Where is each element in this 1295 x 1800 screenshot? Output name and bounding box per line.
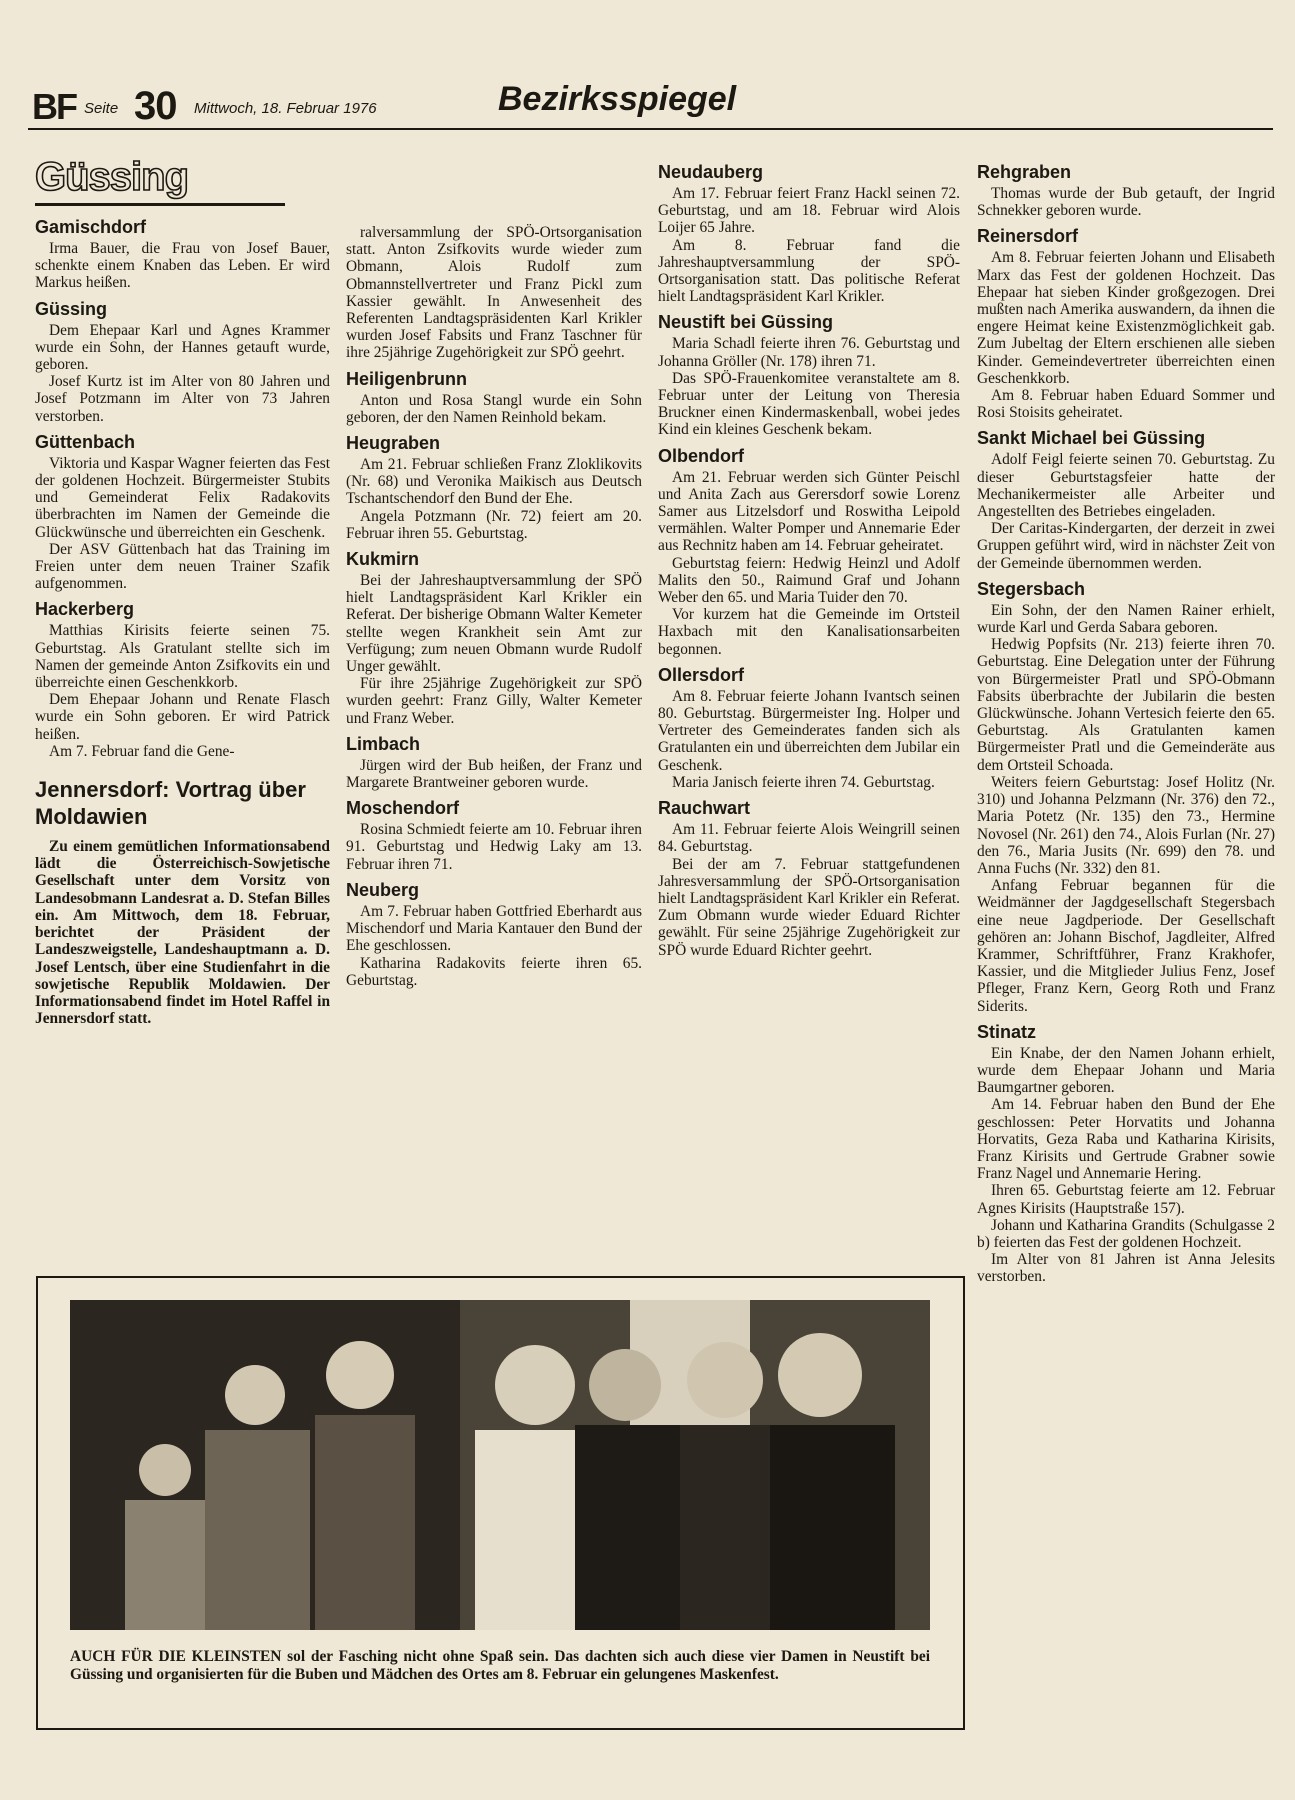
place-heading: Moschendorf [346,798,460,819]
page-number: 30 [134,84,177,128]
paragraph: Maria Janisch feierte ihren 74. Geburtstag. [672,773,935,791]
place-heading: Gamischdorf [35,217,147,237]
carnival-photo [70,1300,930,1630]
paragraph: Der Caritas-Kindergarten, der derzeit in zwei Gruppen geführt wird, wird in nächster Zeit von der Gemeinde übernommen werden. [977,520,1275,572]
paragraph: Im Alter von 81 Jahren ist Anna Jelesits verstorben. [977,1251,1275,1286]
paragraph: Am 8. Februar haben Eduard Sommer und Rosi Stoisits geheiratet. [977,387,1275,422]
place-heading: Stinatz [977,1021,1037,1042]
place-heading: Olbendorf [658,445,744,466]
place-heading: Neustift bei Güssing [658,312,834,333]
paragraph: Bei der am 7. Februar stattgefundenen Jahresversammlung der SPÖ-Ortsorganisation hielt Landtagspräsident Karl Krikler ein Referat. Zum Obmann wurde wieder Eduard Richter gewählt. Für seine 25jährige Zugehörigkeit zur SPÖ wurde Eduard Richter geehrt. [658,855,960,959]
paragraph: Katharina Radakovits feierte ihren 65. Geburtstag. [346,954,642,989]
column-2 [346,224,642,989]
photo-illustration [70,1300,930,1630]
place-heading: Limbach [346,733,421,754]
paragraph: Geburtstag feiern: Hedwig Heinzl und Adolf Malits den 50., Raimund Graf und Johann Weber den 65. und Maria Tuider den 70. [658,554,960,607]
paragraph: Am 7. Februar fand die Gene- [49,742,235,760]
place-heading: Stegersbach [977,578,1086,599]
masthead-rule [28,128,1273,130]
page-label: Seite [84,100,119,117]
paragraph: Der ASV Güttenbach hat das Training im Freien unter dem neuen Trainer Szafik aufgenommen. [35,540,330,593]
place-heading: Rauchwart [658,798,751,819]
newspaper-logo: BF [32,86,76,127]
paragraph: Matthias Kirisits feierte seinen 75. Geburtstag. Als Gratulant stellte sich im Namen der gemeinde Anton Zsifkovits ein und überreichte einen Geschenkkorb. [35,622,330,692]
paragraph: Ihren 65. Geburtstag feierte am 12. Februar Agnes Kirisits (Hauptstraße 157). [977,1182,1275,1217]
place-heading: Heugraben [346,433,441,454]
paragraph: Josef Kurtz ist im Alter von 80 Jahren und Josef Potzmann im Alter von 73 Jahren verstorben. [35,373,330,425]
paragraph: Viktoria und Kaspar Wagner feierten das Fest der goldenen Hochzeit. Bürgermeister Stubits und Gemeinderat Felix Radakovits überbrachten im Namen der Gemeinde die Glückwünsche und überreichten ein Geschenk. [35,454,330,541]
paragraph: Rosina Schmiedt feierte am 10. Februar ihren 91. Geburtstag und Hedwig Laky am 13. Februar ihren 71. [346,821,642,873]
paragraph: Irma Bauer, die Frau von Josef Bauer, schenkte einem Knaben das Leben. Er wird Markus heißen. [35,240,330,292]
place-heading: Heiligenbrunn [346,368,467,389]
paragraph: Vor kurzem hat die Gemeinde im Ortsteil Haxbach mit den Kanalisationsarbeiten begonnen. [658,606,960,658]
paragraph: Adolf Feigl feierte seinen 70. Geburtstag. Zu dieser Geburtstagsfeier hatte der Mechanikermeister alle Arbeiter und Angestellten des Betriebes eingeladen. [977,451,1275,521]
place-heading: Güttenbach [35,431,136,452]
paragraph: Für ihre 25jährige Zugehörigkeit zur SPÖ wurden geehrt: Franz Gilly, Walter Kemeter und Franz Weber. [346,675,642,727]
paragraph: Am 17. Februar feiert Franz Hackl seinen 72. Geburtstag, und am 18. Februar wird Alois Loijer 65 Jahre. [658,185,960,237]
paragraph: Angela Potzmann (Nr. 72) feiert am 20. Februar ihren 55. Geburtstag. [346,507,642,542]
place-heading: Reinersdorf [977,226,1079,247]
paragraph: Ein Sohn, der den Namen Rainer erhielt, wurde Karl und Gerda Sabara geboren. [977,601,1275,637]
caption-lead: AUCH FÜR DIE KLEINSTEN [70,1648,282,1665]
paragraph: Am 8. Februar feierte Johann Ivantsch seinen 80. Geburtstag. Bürgermeister Ing. Holper und Vertreter des Gemeinderates fanden sich als Gratulanten ein und überreichten dem Jubilar ein Geschenk. [658,687,960,774]
place-heading: Sankt Michael bei Güssing [977,428,1206,449]
district-heading: Güssing [35,155,189,199]
paragraph: Anfang Februar begannen für die Weidmänner der Jagdgesellschaft Stegersbach eine neue Jagdperiode. Der Gesellschaft gehören an: Johann Bischof, Jagdleiter, Alfred Krammer, Schriftführer, Franz Krakhofer, Kassier, und die Mitglieder Julius Fenz, Josef Pfleger, Franz Kern, Georg Roth und Franz Siderits. [977,877,1275,1015]
photo-box [36,1276,965,1730]
place-heading: Ollersdorf [658,664,745,685]
paragraph: Zu einem gemütlichen Informationsabend lädt die Österreichisch-Sowjetische Gesellschaft unter dem Vorsitz von Landesobmann Landesrat a. D. Stefan Billes ein. Am Mittwoch, dem 18. Februar, berichtet der Präsident der Landeszweigstelle, Landeshauptmann a. D. Josef Lentsch, über eine Studienfahrt in die sowjetische Republik Moldawien. Der Informationsabend findet im Hotel Raffel in Jennersdorf statt. [35,838,330,1028]
paragraph: Johann und Katharina Grandits (Schulgasse 2 b) feierten das Fest der goldenen Hochzeit. [977,1216,1275,1251]
photo-caption [70,1648,930,1684]
district-rule [35,203,285,206]
caption-text: sol der Fasching nicht ohne Spaß sein. Das dachten sich auch diese vier Damen in Neustift bei Güssing und organisierten für die Buben und Mädchen des Ortes am 8. Februar ein gelungenes Maskenfest. [70,1648,930,1683]
paragraph: Dem Ehepaar Karl und Agnes Krammer wurde ein Sohn, der Hannes getauft wurde, geboren. [35,321,330,374]
place-heading: Kukmirn [346,549,420,570]
paragraph: Bei der Jahreshauptversammlung der SPÖ hielt Landtagspräsident Karl Krikler ein Referat. Der bisherige Obmann Walter Kemeter stellte wegen Krankheit sein Amt zur Verfügung; zum neuen Obmann wurde Rudolf Unger gewählt. [346,572,642,676]
paragraph: Anton und Rosa Stangl wurde ein Sohn geboren, der den Namen Reinhold bekam. [346,391,642,426]
place-heading: Rehgraben [977,162,1072,182]
paragraph: Ein Knabe, der den Namen Johann erhielt, wurde dem Ehepaar Johann und Maria Baumgartner geboren. [977,1044,1275,1097]
paragraph: Dem Ehepaar Johann und Renate Flasch wurde ein Sohn geboren. Er wird Patrick heißen. [35,691,330,743]
masthead [28,80,1273,132]
paragraph: Am 8. Februar fand die Jahreshauptversammlung der SPÖ-Ortsorganisation statt. Das politische Referat hielt Landtagspräsident Karl Krikler. [658,236,960,306]
column-3 [658,155,960,959]
article-headline: Jennersdorf: Vortrag über Moldawien [35,777,306,830]
paragraph: Am 21. Februar werden sich Günter Peischl und Anita Zach aus Gerersdorf sowie Lorenz Samer aus Litzelsdorf und Roswitha Leipold vermählen. Walter Pomper und Annemarie Eder aus Rechnitz haben am 14. Februar geheiratet. [658,468,960,555]
column-4 [977,155,1275,1286]
section-title: Bezirksspiegel [498,80,737,118]
place-heading: Hackerberg [35,599,135,620]
issue-date: Mittwoch, 18. Februar 1976 [194,100,377,117]
paragraph: Am 11. Februar feierte Alois Weingrill seinen 84. Geburtstag. [658,821,960,856]
paragraph: Maria Schadl feierte ihren 76. Geburtstag und Johanna Gröller (Nr. 178) ihren 71. [658,335,960,370]
paragraph: Am 7. Februar haben Gottfried Eberhardt aus Mischendorf und Maria Kantauer den Bund der Ehe geschlossen. [346,902,642,955]
paragraph: Am 8. Februar feierten Johann und Elisabeth Marx das Fest der goldenen Hochzeit. Das Ehepaar hat sieben Kinder großgezogen. Drei mußten nach Amerika auswandern, da ihnen die engere Heimat keine Existenzmöglichkeit gab. Zum Jubeltag der Eltern erschienen alle sieben Kinder. Gemeindevertreter überreichten einen Geschenkkorb. [977,249,1275,387]
paragraph: ralversammlung der SPÖ-Ortsorganisation statt. Anton Zsifkovits wurde wieder zum Obmann, Alois Rudolf zum Obmannstellvertreter und Franz Pickl zum Kassier gewählt. In Anwesenheit des Referenten Landtagspräsidenten Karl Krikler wurden Josef Fabsits und Franz Taschner für ihre 25jährige Zugehörigkeit zur SPÖ geehrt. [346,224,642,362]
paragraph: Jürgen wird der Bub heißen, der Franz und Margarete Brantweiner geboren wurde. [346,756,642,792]
paragraph: Das SPÖ-Frauenkomitee veranstaltete am 8. Februar unter der Leitung von Theresia Bruckner einen Kindermaskenball, wobei jedes Kind ein kleines Geschenk bekam. [658,369,960,439]
paragraph: Am 14. Februar haben den Bund der Ehe geschlossen: Peter Horvatits und Johanna Horvatits, Geza Raba und Katharina Kirisits, Franz Kirisits und Gertrude Grabner sowie Franz Nagel und Annemarie Hering. [977,1096,1275,1183]
paragraph: Hedwig Popfsits (Nr. 213) feierte ihren 70. Geburtstag. Eine Delegation unter der Führung von Bürgermeister Pratl und SPÖ-Obmann Fabsits überbrachte der Jubilarin die besten Glückwünsche. Johann Vertesich feierte den 65. Geburtstag. Als Gratulanten kamen Bürgermeister Pratl und die Gemeinderäte aus dem Ortsteil Schoada. [977,636,1275,774]
paragraph: Am 21. Februar schließen Franz Zloklikovits (Nr. 68) und Veronika Maikisch aus Deutsch Tschantschendorf den Bund der Ehe. [346,456,642,508]
paragraph: Thomas wurde der Bub getauft, der Ingrid Schnekker geboren wurde. [977,185,1275,220]
place-heading: Neudauberg [658,162,764,182]
place-heading: Neuberg [346,879,420,900]
place-heading: Güssing [35,298,108,319]
column-1 [35,155,330,1027]
paragraph: Weiters feiern Geburtstag: Josef Holitz (Nr. 310) und Johanna Pelzmann (Nr. 376) den 72., Maria Potetz (Nr. 135) den 73., Hermine Novosel (Nr. 261) den 74., Alois Furlan (Nr. 27) den 76., Maria Jusits (Nr. 699) den 78. und Anna Fuchs (Nr. 332) den 81. [977,773,1275,877]
